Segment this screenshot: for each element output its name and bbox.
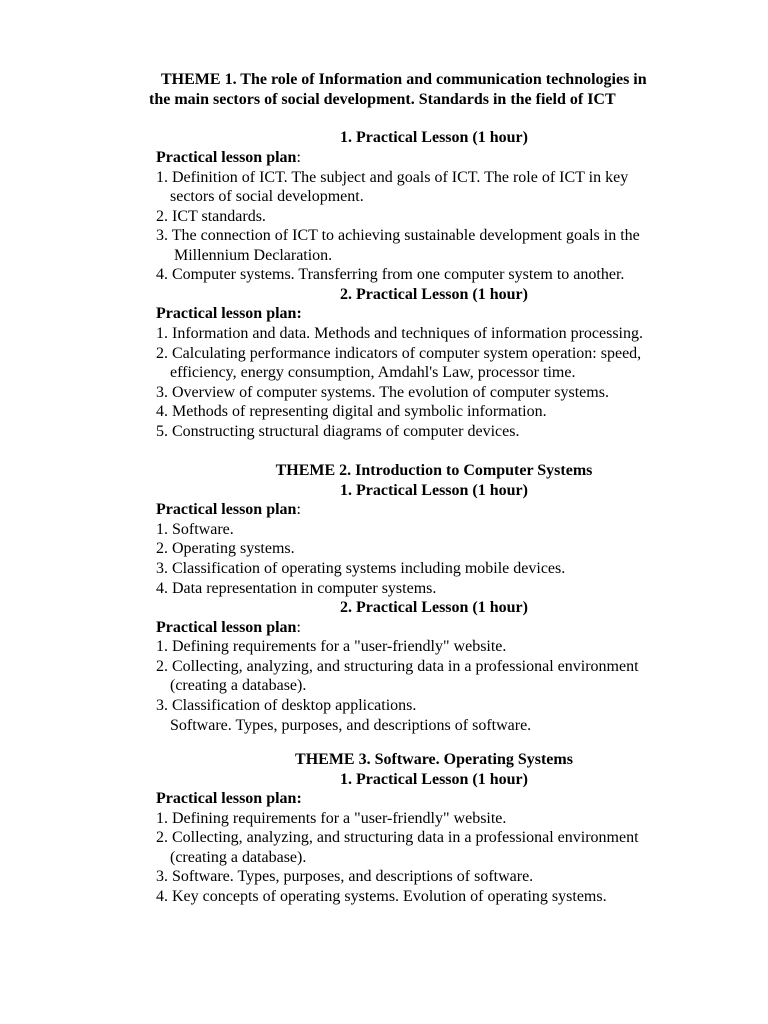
theme-1-lesson-1-plan-label: Practical lesson plan: xyxy=(156,149,301,166)
theme-1-title-line-1: THEME 1. The role of Information and communication technologies in xyxy=(161,71,647,88)
list-item: sectors of social development. xyxy=(170,188,364,205)
theme-3-title: THEME 3. Software. Operating Systems xyxy=(295,751,573,768)
list-item: 3. Classification of desktop applications. xyxy=(156,697,417,714)
list-item: 2. Collecting, analyzing, and structuring data in a professional environment xyxy=(156,658,639,675)
theme-1-lesson-1-heading: 1. Practical Lesson (1 hour) xyxy=(340,129,528,146)
list-item: 4. Computer systems. Transferring from one computer system to another. xyxy=(156,266,625,283)
list-item: 3. Software. Types, purposes, and descriptions of software. xyxy=(156,868,534,885)
theme-2-lesson-1-plan-label: Practical lesson plan: xyxy=(156,501,301,518)
list-item: 2. Operating systems. xyxy=(156,540,295,557)
list-item: 3. Overview of computer systems. The evolution of computer systems. xyxy=(156,384,609,401)
list-item: 1. Software. xyxy=(156,521,234,538)
list-item: 3. The connection of ICT to achieving sustainable development goals in the xyxy=(156,227,640,244)
list-item: 1. Defining requirements for a "user-friendly" website. xyxy=(156,638,507,655)
list-item: efficiency, energy consumption, Amdahl's Law, processor time. xyxy=(170,364,576,381)
theme-2-title: THEME 2. Introduction to Computer Systems xyxy=(275,462,593,479)
theme-2-lesson-1-heading: 1. Practical Lesson (1 hour) xyxy=(340,482,528,499)
list-item: 5. Constructing structural diagrams of computer devices. xyxy=(156,423,520,440)
list-item: 4. Key concepts of operating systems. Evolution of operating systems. xyxy=(156,888,607,905)
list-item: (creating a database). xyxy=(170,677,307,694)
theme-1-lesson-2-plan-label: Practical lesson plan: xyxy=(156,305,302,322)
list-item: (creating a database). xyxy=(170,849,307,866)
list-item: 3. Classification of operating systems including mobile devices. xyxy=(156,560,566,577)
theme-1-lesson-2-heading: 2. Practical Lesson (1 hour) xyxy=(340,286,528,303)
list-item: 4. Data representation in computer systems. xyxy=(156,580,437,597)
theme-1-title-line-2: the main sectors of social development. Standards in the field of ICT xyxy=(149,91,616,108)
list-item: 2. Collecting, analyzing, and structuring data in a professional environment xyxy=(156,829,639,846)
list-item: 2. ICT standards. xyxy=(156,208,266,225)
theme-2-lesson-2-plan-label: Practical lesson plan: xyxy=(156,619,301,636)
list-item: 1. Information and data. Methods and techniques of information processing. xyxy=(156,325,643,342)
theme-2-lesson-2-heading: 2. Practical Lesson (1 hour) xyxy=(340,599,528,616)
list-item: 4. Methods of representing digital and symbolic information. xyxy=(156,403,547,420)
list-item: 1. Defining requirements for a "user-friendly" website. xyxy=(156,810,507,827)
list-item: Millennium Declaration. xyxy=(174,247,333,264)
list-item: 1. Definition of ICT. The subject and goals of ICT. The role of ICT in key xyxy=(156,169,629,186)
theme-3-lesson-1-heading: 1. Practical Lesson (1 hour) xyxy=(340,771,528,788)
theme-3-lesson-1-plan-label: Practical lesson plan: xyxy=(156,790,302,807)
list-item: Software. Types, purposes, and descriptions of software. xyxy=(170,717,532,734)
list-item: 2. Calculating performance indicators of computer system operation: speed, xyxy=(156,345,642,362)
